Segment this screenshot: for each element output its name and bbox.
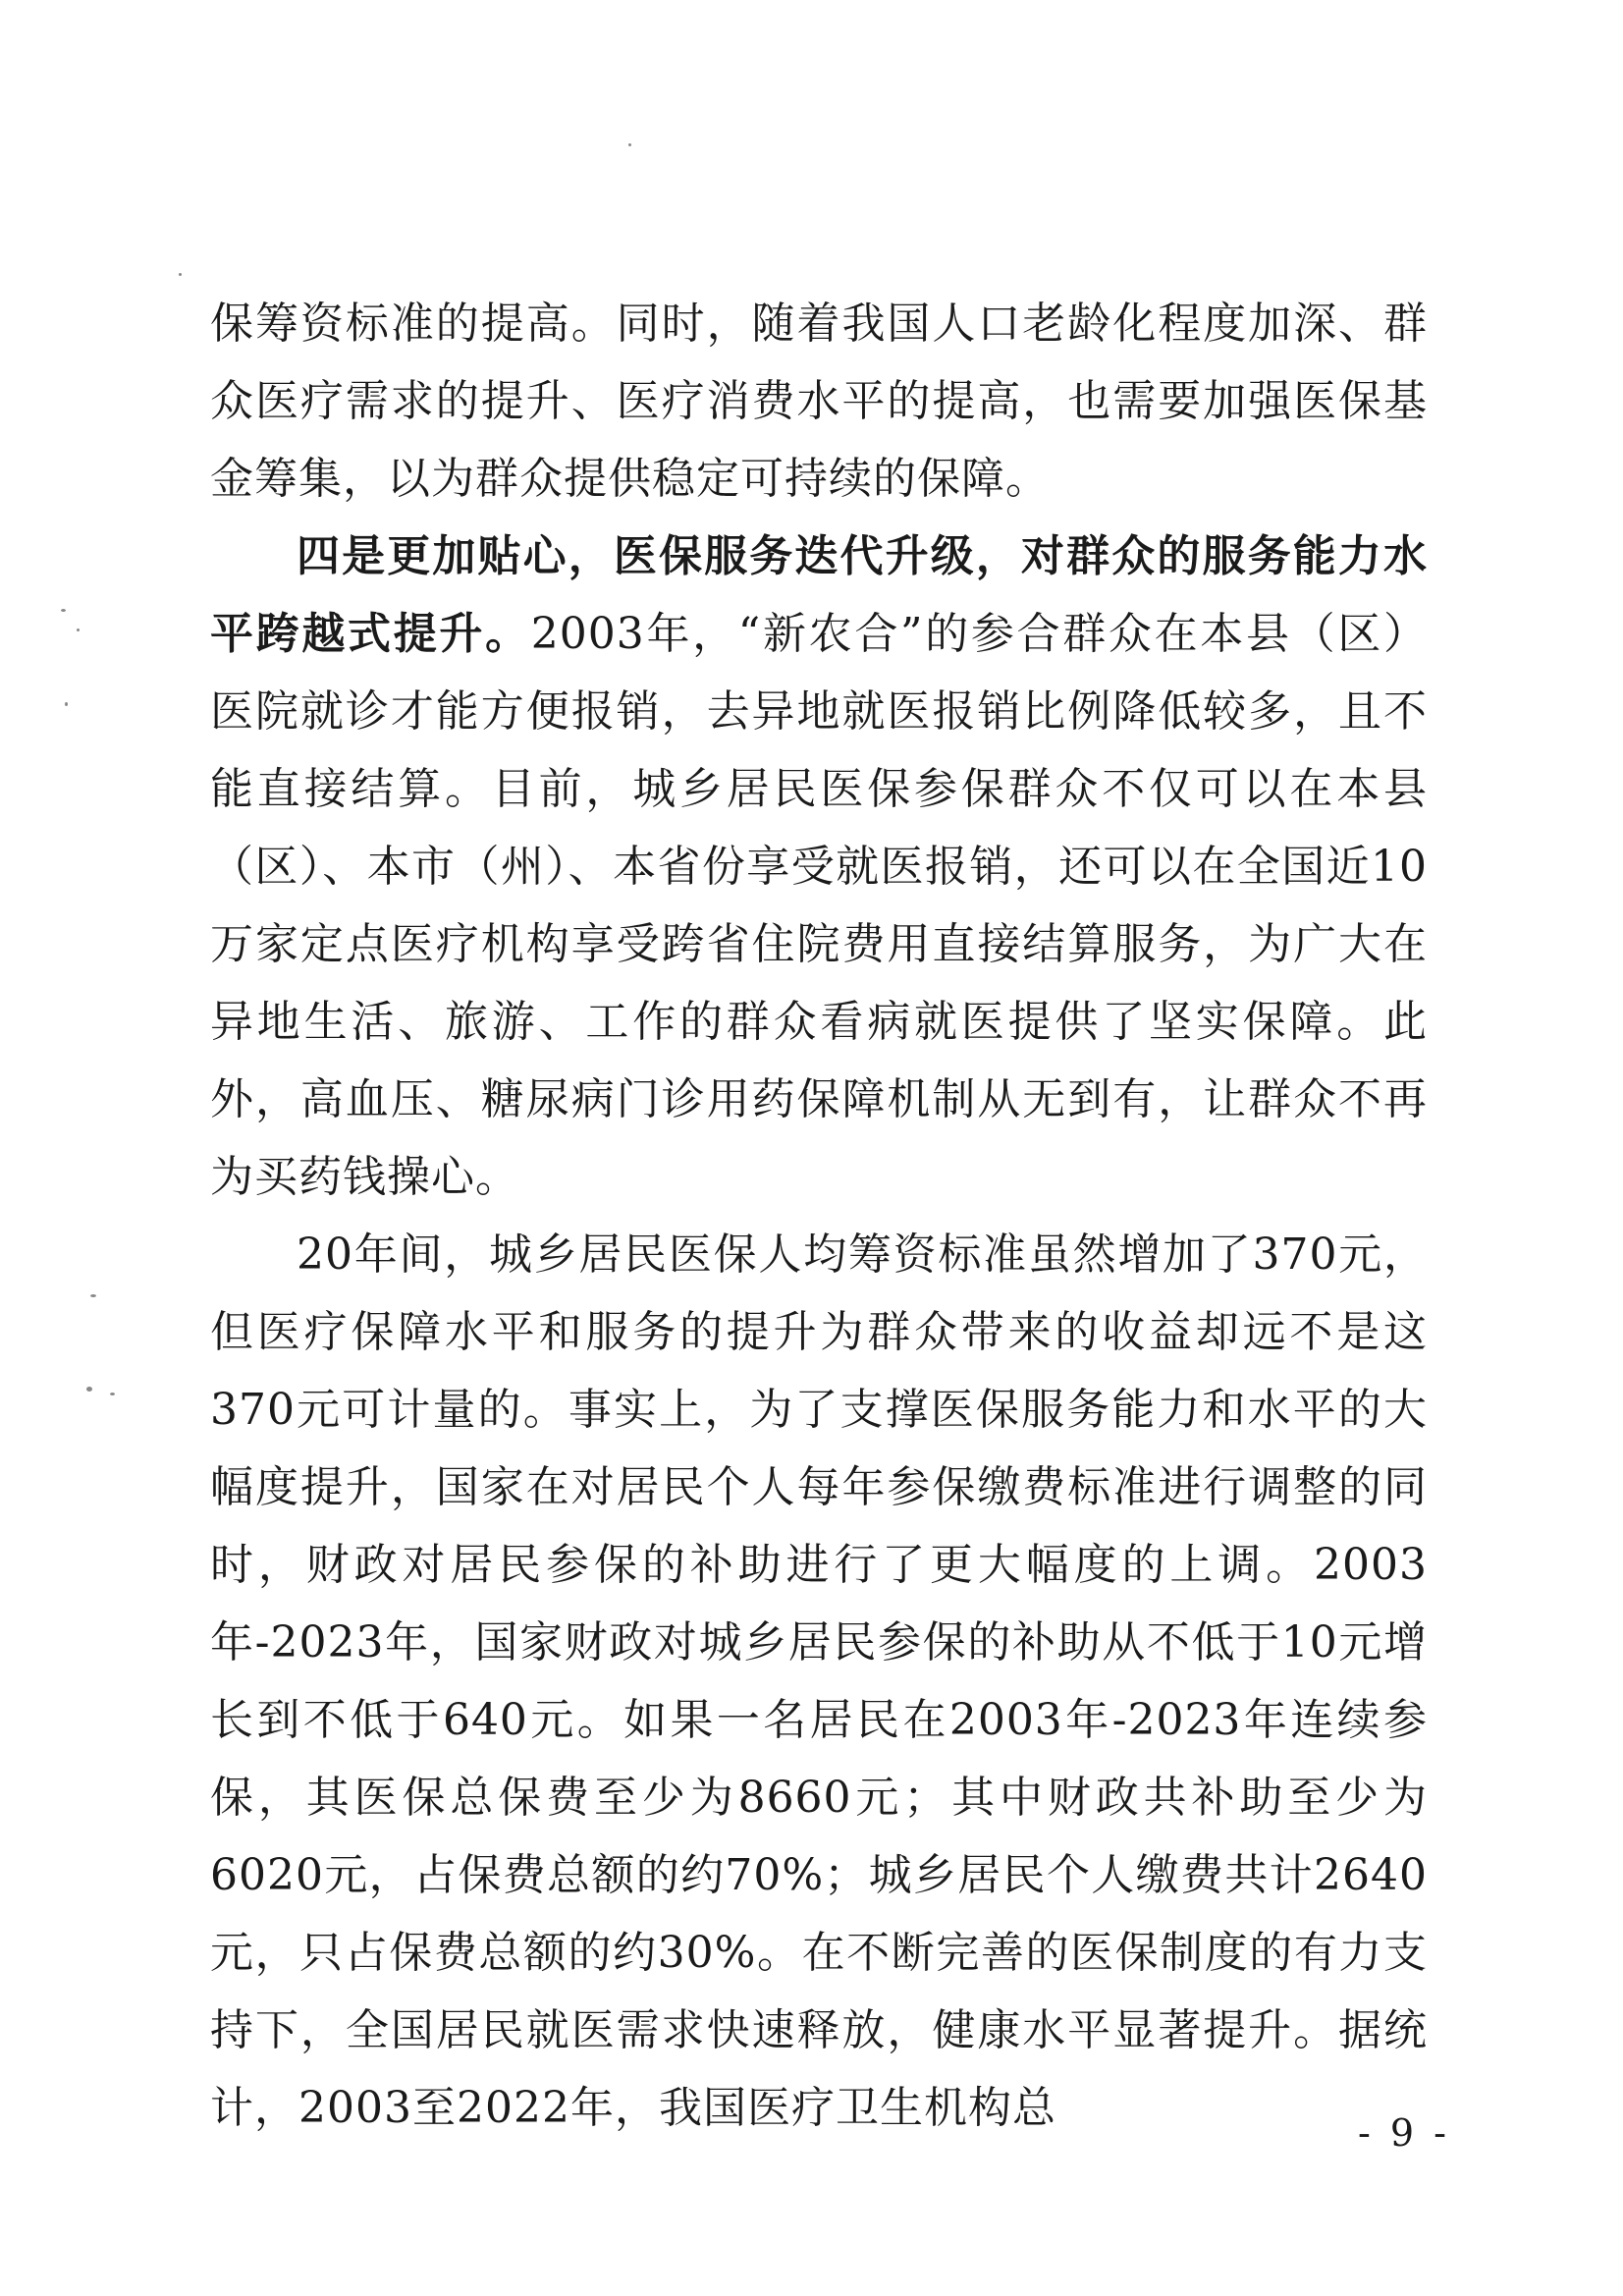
scan-speck xyxy=(110,1393,115,1395)
page-number: - 9 - xyxy=(1358,2111,1451,2155)
paragraph-bold-lead: 四是更加贴心，医保服务迭代升级，对群众的服务能力水平跨越式提升。 xyxy=(210,531,1428,659)
paragraph-text: 保筹资标准的提高。同时，随着我国人口老龄化程度加深、群众医疗需求的提升、医疗消费水平的提高，也需要加强医保基金筹集，以为群众提供稳定可持续的保障。 xyxy=(210,299,1428,504)
paragraph-service-upgrade xyxy=(210,518,1428,1216)
scan-speck xyxy=(90,1294,96,1297)
scan-speck xyxy=(179,273,182,276)
paragraph-twenty-years xyxy=(210,1216,1428,2147)
scan-speck xyxy=(77,629,80,631)
scan-speck xyxy=(61,609,66,612)
body-text xyxy=(210,285,1428,2147)
paragraph-text: 2003年，“新农合”的参合群众在本县（区）医院就诊才能方便报销，去异地就医报销比例降低较多，且不能直接结算。目前，城乡居民医保参保群众不仅可以在本县（区）、本市（州）、本省份享受就医报销，还可以在全国近10万家定点医疗机构享受跨省住院费用直接结算服务，为广大在异地生活、旅游、工作的群众看病就医提供了坚实保障。此外，高血压、糖尿病门诊用药保障机制从无到有，让群众不再为买药钱操心。 xyxy=(210,609,1429,1202)
scan-speck xyxy=(65,702,68,706)
scan-speck xyxy=(628,143,631,146)
paragraph-text: 20年间，城乡居民医保人均筹资标准虽然增加了370元，但医疗保障水平和服务的提升为群众带来的收益却远不是这370元可计量的。事实上，为了支撑医保服务能力和水平的大幅度提升，国家在对居民个人每年参保缴费标准进行调整的同时，财政对居民参保的补助进行了更大幅度的上调。2003年-2023年，国家财政对城乡居民参保的补助从不低于10元增长到不低于640元。如果一名居民在2003年-2023年连续参保，其医保总保费至少为8660元；其中财政共补助至少为6020元，占保费总额的约70%；城乡居民个人缴费共计2640元，只占保费总额的约30%。在不断完善的医保制度的有力支持下，全国居民就医需求快速释放，健康水平显著提升。据统计，2003至2022年，我国医疗卫生机构总 xyxy=(210,1230,1428,2133)
scan-speck xyxy=(86,1387,92,1392)
paragraph-continuation xyxy=(210,285,1428,518)
